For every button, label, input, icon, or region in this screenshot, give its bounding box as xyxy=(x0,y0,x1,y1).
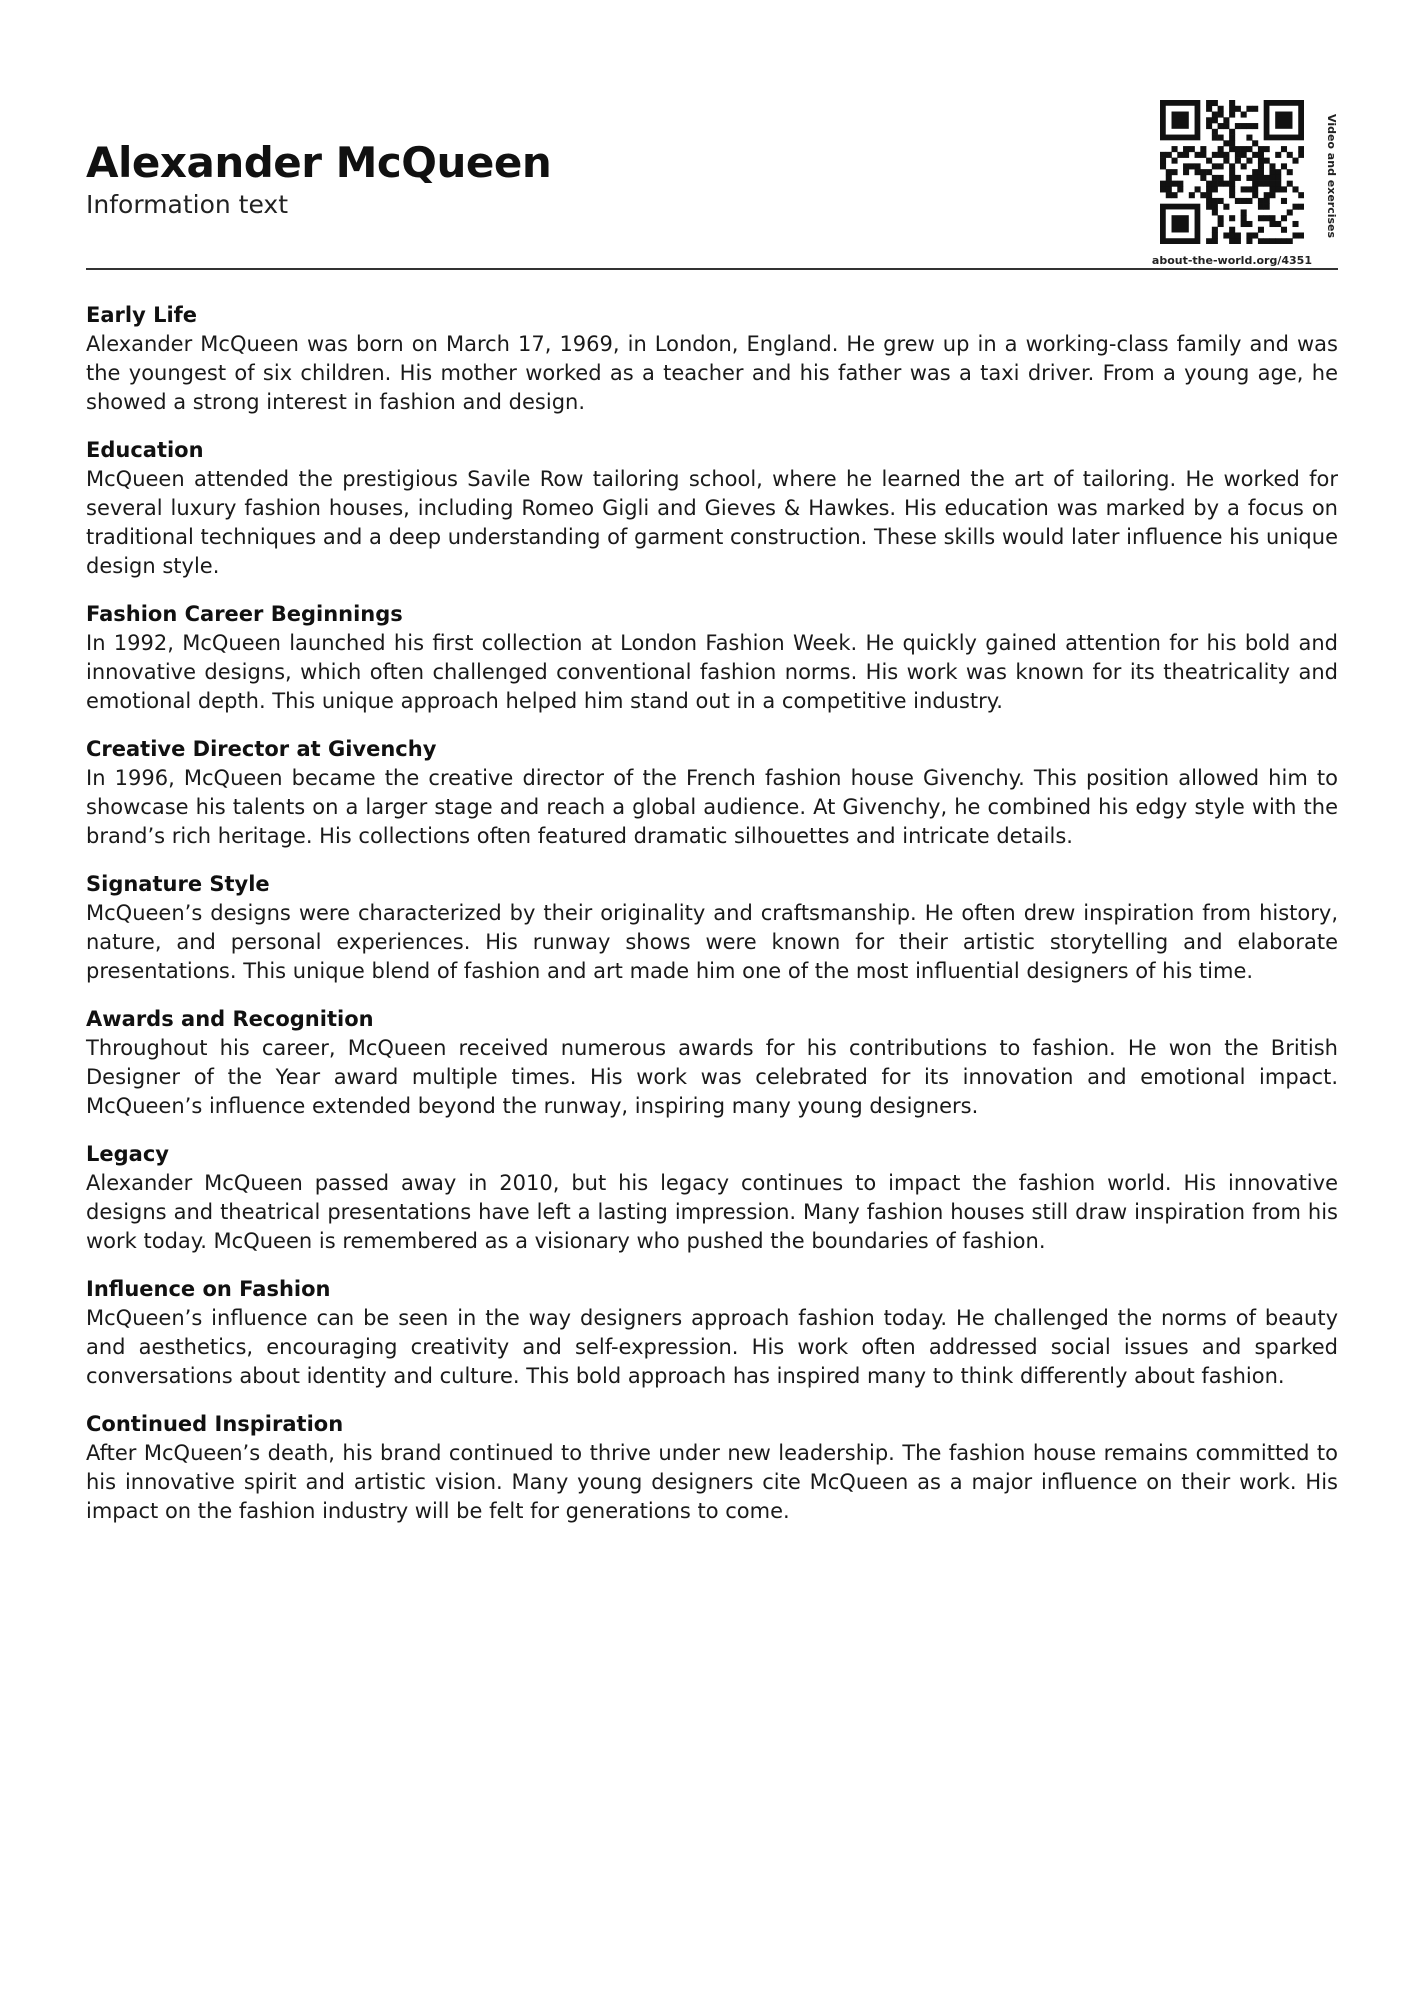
section-paragraph: In 1996, McQueen became the creative director of the French fashion house Givenchy. This position allowed him to showcase his talents on a larger stage and reach a global audience. At Givenchy, he combined his edgy style with the brand’s rich heritage. His collections often featured dramatic silhouettes and intricate details. xyxy=(86,766,1338,848)
qr-url-link[interactable]: about-the-world.org/4351 xyxy=(1151,254,1312,267)
section-paragraph: In 1992, McQueen launched his first collection at London Fashion Week. He quickly gained attention for his bold and innovative designs, which often challenged conventional fashion norms. His work was known for its theatricality and emotional depth. This unique approach helped him stand out in a competitive industry. xyxy=(86,631,1338,713)
section-paragraph: McQueen’s influence can be seen in the way designers approach fashion today. He challenged the norms of beauty and aesthetics, encouraging creativity and self-expression. His work often addressed social issues and sparked conversations about identity and culture. This bold approach has inspired many to think differently about fashion. xyxy=(86,1306,1338,1388)
section-heading: Awards and Recognition xyxy=(86,1007,374,1031)
section-early-life xyxy=(86,300,1338,417)
section-signature-style xyxy=(86,869,1338,986)
section-paragraph: Throughout his career, McQueen received numerous awards for his contributions to fashion. He won the British Designer of the Year award multiple times. His work was celebrated for its innovation and emotional impact. McQueen’s influence extended beyond the runway, inspiring many young designers. xyxy=(86,1036,1338,1118)
section-paragraph: McQueen’s designs were characterized by their originality and craftsmanship. He often drew inspiration from history, nature, and personal experiences. His runway shows were known for their artistic storytelling and elaborate presentations. This unique blend of fashion and art made him one of the most influential designers of his time. xyxy=(86,901,1338,983)
section-paragraph: McQueen attended the prestigious Savile Row tailoring school, where he learned the art of tailoring. He worked for several luxury fashion houses, including Romeo Gigli and Gieves & Hawkes. His education was marked by a focus on traditional techniques and a deep understanding of garment construction. These skills would later influence his unique design style. xyxy=(86,467,1338,578)
section-heading: Continued Inspiration xyxy=(86,1412,344,1436)
section-paragraph: After McQueen’s death, his brand continued to thrive under new leadership. The fashion house remains committed to his innovative spirit and artistic vision. Many young designers cite McQueen as a major influence on their work. His impact on the fashion industry will be felt for generations to come. xyxy=(86,1441,1338,1523)
section-heading: Influence on Fashion xyxy=(86,1277,331,1301)
section-legacy xyxy=(86,1139,1338,1256)
section-heading: Signature Style xyxy=(86,872,270,896)
section-creative-director xyxy=(86,734,1338,851)
page-header xyxy=(86,100,1338,270)
section-education xyxy=(86,435,1338,581)
section-heading: Fashion Career Beginnings xyxy=(86,602,403,626)
section-heading: Legacy xyxy=(86,1142,169,1166)
header-divider xyxy=(86,268,1338,270)
section-heading: Creative Director at Givenchy xyxy=(86,737,437,761)
section-continued-inspiration xyxy=(86,1409,1338,1526)
page-title: Alexander McQueen xyxy=(86,138,552,187)
page-subtitle: Information text xyxy=(86,190,289,219)
section-heading: Education xyxy=(86,438,204,462)
section-fashion-career-beginnings xyxy=(86,599,1338,716)
qr-code-icon[interactable] xyxy=(1160,100,1304,244)
section-awards xyxy=(86,1004,1338,1121)
section-paragraph: Alexander McQueen passed away in 2010, but his legacy continues to impact the fashion world. His innovative designs and theatrical presentations have left a lasting impression. Many fashion houses still draw inspiration from his work today. McQueen is remembered as a visionary who pushed the boundaries of fashion. xyxy=(86,1171,1338,1253)
qr-side-label: Video and exercises xyxy=(1325,114,1338,239)
section-heading: Early Life xyxy=(86,303,198,327)
section-paragraph: Alexander McQueen was born on March 17, 1969, in London, England. He grew up in a working-class family and was the youngest of six children. His mother worked as a teacher and his father was a taxi driver. From a young age, he showed a strong interest in fashion and design. xyxy=(86,332,1338,414)
article-content xyxy=(86,300,1338,1544)
section-influence xyxy=(86,1274,1338,1391)
